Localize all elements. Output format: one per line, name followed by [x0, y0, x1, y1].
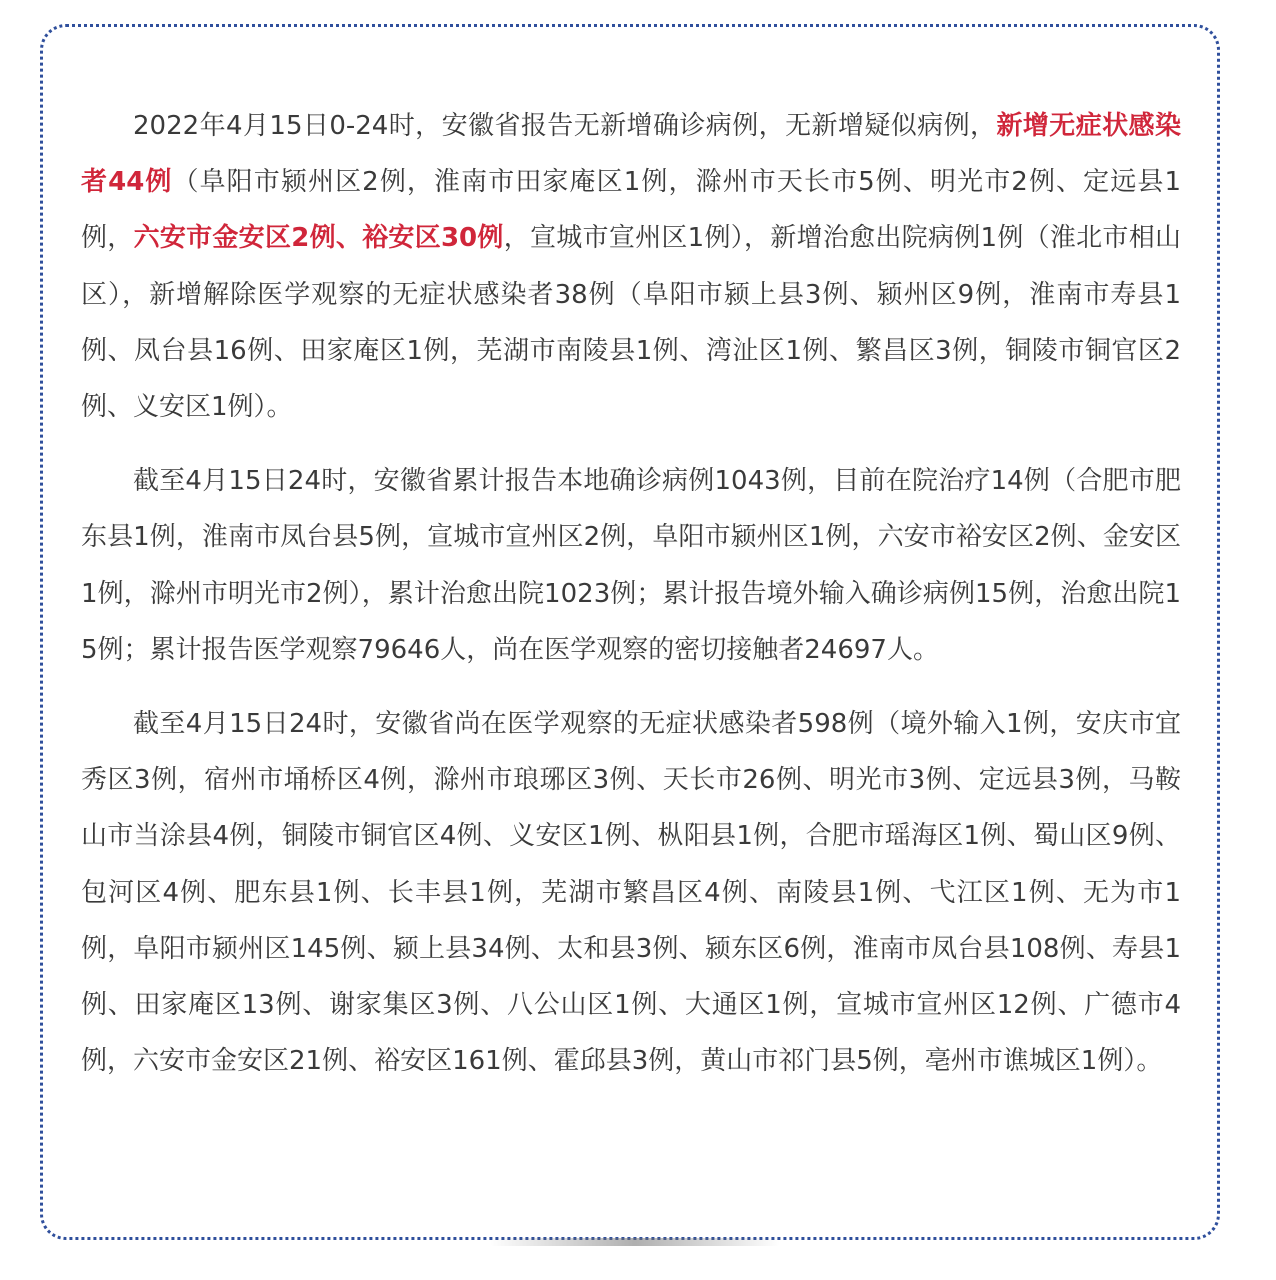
bottom-shadow-decoration [490, 1238, 780, 1246]
text-segment: ，宣城市宣州区1例），新增治愈出院病例1例（淮北市相山区），新增解除医学观察的无症状感染者38例（阜阳市颍上县3例、颍州区9例，淮南市寿县1例、凤台县16例、田家庵区1例，芜湖市南陵县1例、湾沚区1例、繁昌区3例，铜陵市铜官区2例、义安区1例）。 [81, 223, 1181, 423]
paragraph-cumulative-confirmed [81, 453, 1181, 678]
highlight-new-asymptomatic: 新增无症状感染者44例 [81, 111, 1181, 198]
highlight-luan-cases: 六安市金安区2例、裕安区30例 [133, 223, 504, 254]
paragraph-asymptomatic-under-observation [81, 696, 1181, 1089]
text-segment: （阜阳市颍州区2例，淮南市田家庵区1例，滁州市天长市5例、明光市2例、定远县1例， [81, 167, 1181, 254]
article-body [81, 98, 1181, 1089]
text-segment: 截至4月15日24时，安徽省尚在医学观察的无症状感染者598例（境外输入1例，安庆市宜秀区3例，宿州市埇桥区4例，滁州市琅琊区3例、天长市26例、明光市3例、定远县3例，马鞍山市当涂县4例，铜陵市铜官区4例、义安区1例、枞阳县1例，合肥市瑶海区1例、蜀山区9例、包河区4例、肥东县1例、长丰县1例，芜湖市繁昌区4例、南陵县1例、弋江区1例、无为市1例，阜阳市颍州区145例、颍上县34例、太和县3例、颍东区6例，淮南市凤台县108例、寿县1例、田家庵区13例、谢家集区3例、八公山区1例、大通区1例，宣城市宣州区12例、广德市4例，六安市金安区21例、裕安区161例、霍邱县3例，黄山市祁门县5例，亳州市谯城区1例）。 [81, 709, 1181, 1077]
text-segment: 截至4月15日24时，安徽省累计报告本地确诊病例1043例，目前在院治疗14例（合肥市肥东县1例，淮南市凤台县5例，宣城市宣州区2例，阜阳市颍州区1例，六安市裕安区2例、金安区1例，滁州市明光市2例），累计治愈出院1023例；累计报告境外输入确诊病例15例，治愈出院15例；累计报告医学观察79646人，尚在医学观察的密切接触者24697人。 [81, 466, 1181, 665]
paragraph-daily-report [81, 98, 1181, 435]
text-segment: 2022年4月15日0-24时，安徽省报告无新增确诊病例，无新增疑似病例， [133, 111, 997, 141]
